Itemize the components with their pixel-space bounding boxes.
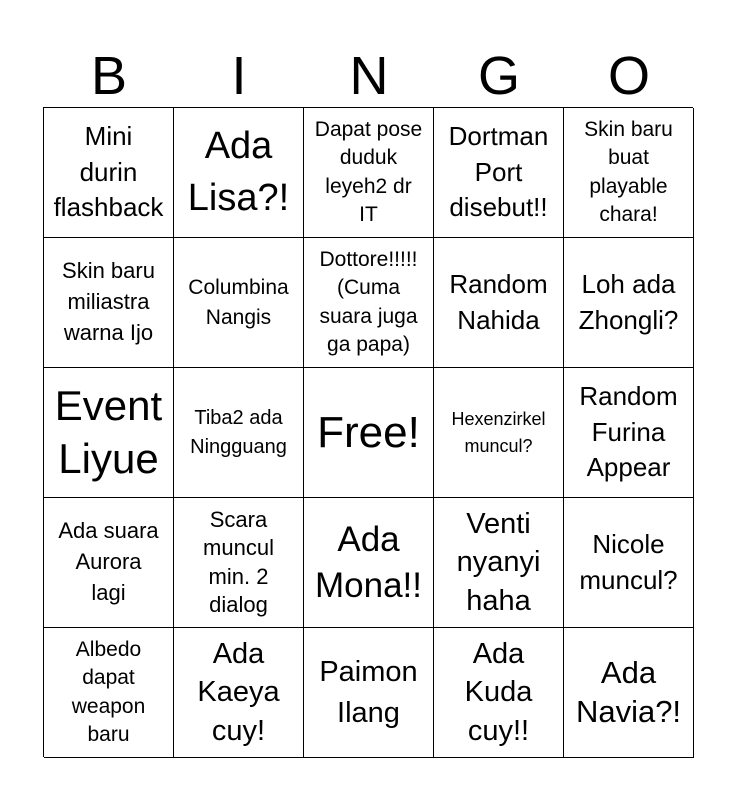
cell-text: Albedo dapat weapon baru [71, 637, 146, 746]
bingo-cell[interactable] [174, 628, 304, 758]
bingo-cell[interactable] [304, 628, 434, 758]
cell-text: Random Nahida [449, 268, 548, 335]
bingo-cell[interactable] [434, 238, 564, 368]
bingo-cell[interactable] [434, 368, 564, 498]
cell-text: Ada Kuda cuy!! [464, 638, 533, 747]
cell-text: Free! [317, 407, 420, 457]
cell-text: Venti nyanyi haha [456, 508, 541, 617]
cell-text: Paimon Ilang [319, 656, 418, 729]
cell-text: Skin baru buat playable chara! [584, 117, 673, 226]
header-letter-o: O [607, 46, 650, 106]
cell-text: Random Furina Appear [579, 380, 678, 483]
cell-text: Event Liyue [54, 382, 163, 482]
bingo-cell[interactable] [44, 368, 174, 498]
cell-text: Loh ada Zhongli? [578, 268, 679, 335]
bingo-cell[interactable] [434, 108, 564, 238]
bingo-cell[interactable] [44, 238, 174, 368]
bingo-cell[interactable] [174, 368, 304, 498]
bingo-cell[interactable] [174, 108, 304, 238]
bingo-cell[interactable] [564, 238, 694, 368]
header-letter-b: B [90, 46, 128, 106]
free-space-cell[interactable] [304, 368, 434, 498]
bingo-cell[interactable] [44, 628, 174, 758]
cell-text: Dortman Port disebut!! [448, 120, 549, 223]
bingo-cell[interactable] [434, 628, 564, 758]
bingo-cell[interactable] [174, 498, 304, 628]
header-letter-g: G [477, 46, 520, 106]
header-letter-i: I [231, 46, 247, 106]
bingo-cell[interactable] [44, 498, 174, 628]
cell-text: Ada suara Aurora lagi [58, 518, 159, 605]
bingo-cell[interactable] [304, 498, 434, 628]
bingo-cell[interactable] [304, 238, 434, 368]
cell-text: Skin baru miliastra warna Ijo [62, 258, 155, 345]
bingo-grid [43, 107, 693, 757]
cell-text: Mini durin flashback [53, 120, 164, 223]
cell-text: Dottore!!!!! (Cuma suara juga ga papa) [319, 247, 418, 356]
cell-text: Tiba2 ada Ningguang [190, 406, 287, 458]
bingo-cell[interactable] [564, 498, 694, 628]
bingo-cell[interactable] [434, 498, 564, 628]
bingo-cell[interactable] [304, 108, 434, 238]
cell-text: Hexenzirkel muncul? [451, 409, 546, 456]
bingo-header [44, 44, 694, 108]
cell-text: Ada Lisa?! [187, 125, 290, 219]
bingo-cell[interactable] [564, 108, 694, 238]
cell-text: Ada Navia?! [575, 654, 682, 729]
cell-text: Dapat pose duduk leyeh2 dr IT [314, 117, 423, 226]
cell-text: Scara muncul min. 2 dialog [203, 507, 274, 617]
cell-text: Ada Mona!! [315, 520, 422, 605]
bingo-cell[interactable] [564, 628, 694, 758]
bingo-cell[interactable] [564, 368, 694, 498]
bingo-cell[interactable] [44, 108, 174, 238]
header-letter-n: N [349, 46, 389, 106]
cell-text: Nicole muncul? [579, 528, 678, 595]
cell-text: Columbina Nangis [188, 276, 289, 329]
cell-text: Ada Kaeya cuy! [197, 638, 280, 747]
bingo-cell[interactable] [174, 238, 304, 368]
